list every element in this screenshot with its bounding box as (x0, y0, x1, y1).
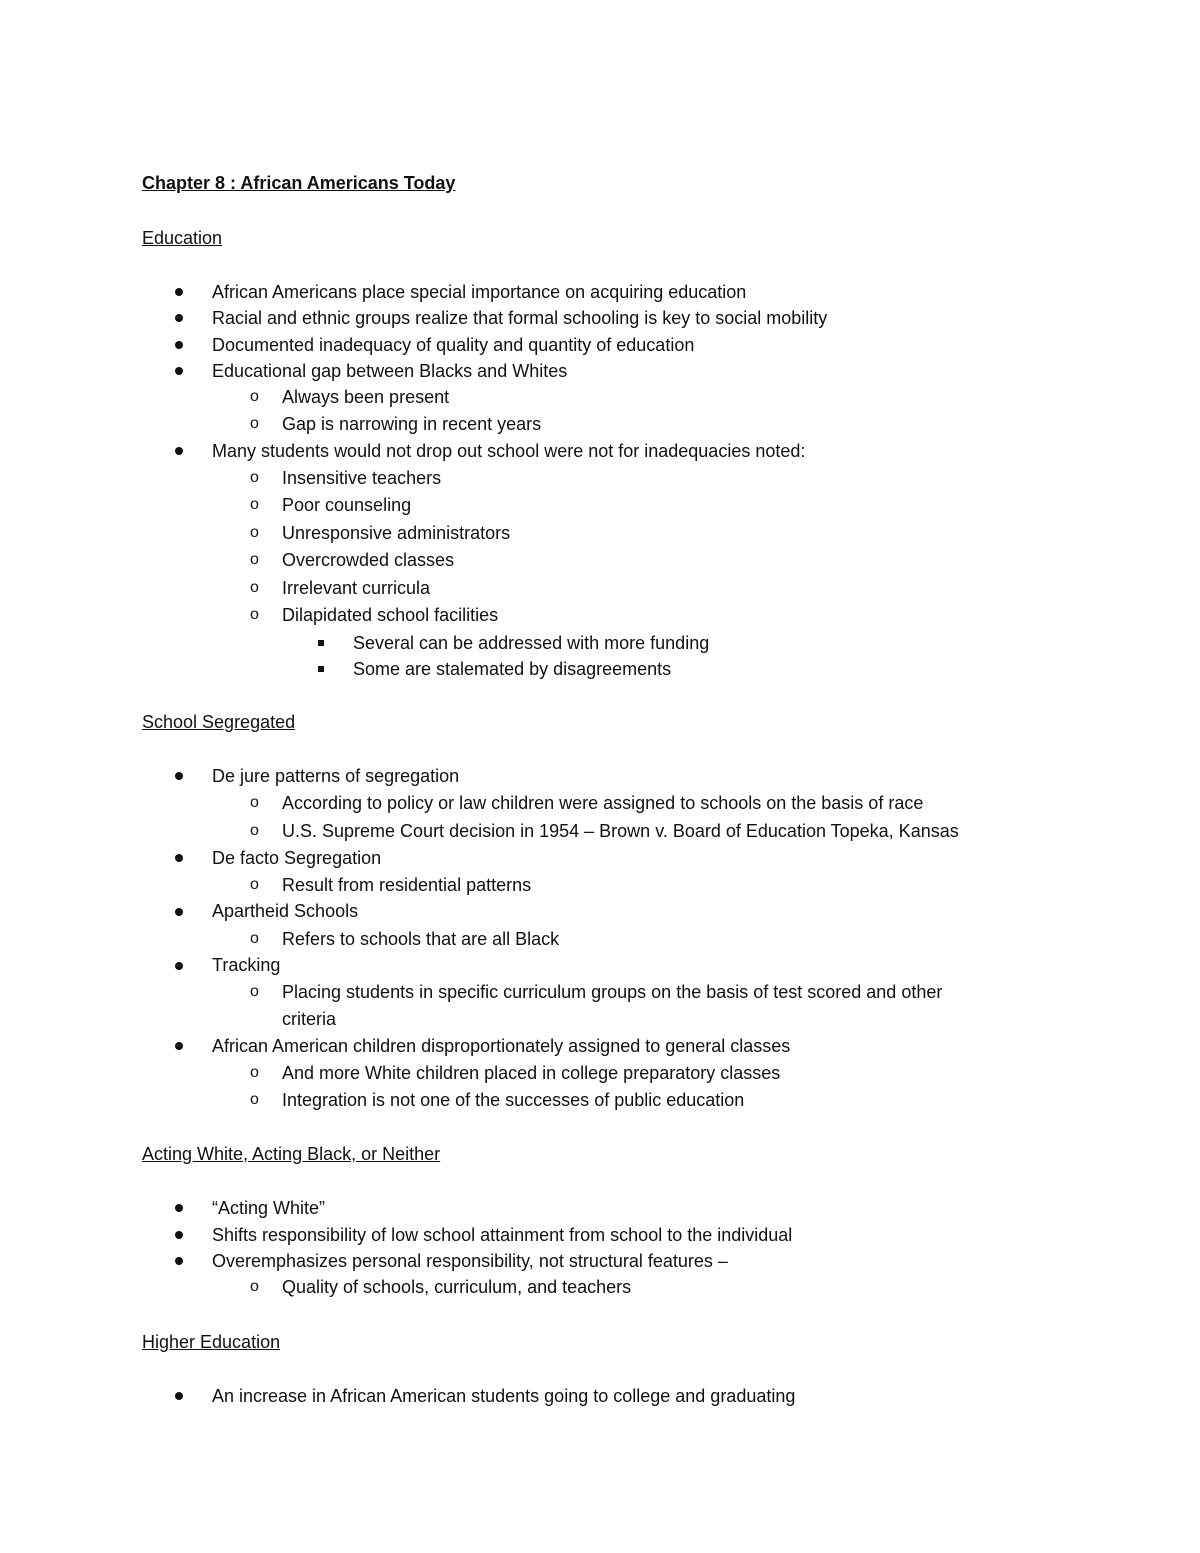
circle-bullet-icon: o (250, 388, 259, 405)
circle-bullet-icon: o (250, 551, 259, 568)
circle-bullet-icon: o (250, 930, 259, 947)
list-item: Dilapidated school facilities (282, 605, 499, 625)
section-heading-higher-education: Higher Education (142, 1332, 281, 1352)
bullet-icon (175, 908, 183, 916)
list-item: African Americans place special importance on acquiring education (212, 282, 747, 302)
list-item: Quality of schools, curriculum, and teachers (282, 1277, 632, 1297)
circle-bullet-icon: o (250, 606, 259, 623)
list-item: Some are stalemated by disagreements (353, 659, 672, 679)
list-item: Overemphasizes personal responsibility, not structural features – (212, 1251, 728, 1271)
circle-bullet-icon: o (250, 415, 259, 432)
section-heading-education: Education (142, 228, 223, 248)
square-bullet-icon (318, 666, 324, 672)
list-item: Several can be addressed with more funding (353, 633, 710, 653)
section-heading-acting-white: Acting White, Acting Black, or Neither (142, 1144, 441, 1164)
list-item: Poor counseling (282, 495, 412, 515)
circle-bullet-icon: o (250, 1064, 259, 1081)
list-item: Tracking (212, 955, 281, 975)
circle-bullet-icon: o (250, 1091, 259, 1108)
circle-bullet-icon: o (250, 822, 259, 839)
page-title: Chapter 8 : African Americans Today (142, 173, 456, 193)
bullet-icon (175, 341, 183, 349)
circle-bullet-icon: o (250, 579, 259, 596)
circle-bullet-icon: o (250, 496, 259, 513)
bullet-icon (175, 1257, 183, 1265)
bullet-icon (175, 854, 183, 862)
list-item: Integration is not one of the successes of public education (282, 1090, 745, 1110)
bullet-icon (175, 314, 183, 322)
list-item: Apartheid Schools (212, 901, 359, 921)
section-heading-school-segregated: School Segregated (142, 712, 296, 732)
list-item: U.S. Supreme Court decision in 1954 – Brown v. Board of Education Topeka, Kansas (282, 821, 959, 841)
bullet-icon (175, 1042, 183, 1050)
bullet-icon (175, 367, 183, 375)
bullet-icon (175, 447, 183, 455)
circle-bullet-icon: o (250, 1278, 259, 1295)
list-item: Insensitive teachers (282, 468, 442, 488)
circle-bullet-icon: o (250, 524, 259, 541)
bullet-icon (175, 1204, 183, 1212)
list-item: African American children disproportionately assigned to general classes (212, 1036, 791, 1056)
list-item: Many students would not drop out school were not for inadequacies noted: (212, 441, 806, 461)
bullet-icon (175, 962, 183, 970)
square-bullet-icon (318, 640, 324, 646)
list-item: Gap is narrowing in recent years (282, 414, 542, 434)
list-item: Overcrowded classes (282, 550, 455, 570)
list-item: And more White children placed in college preparatory classes (282, 1063, 781, 1083)
list-item: “Acting White” (212, 1198, 326, 1218)
circle-bullet-icon: o (250, 983, 259, 1000)
list-item: De facto Segregation (212, 848, 382, 868)
list-item: Placing students in specific curriculum groups on the basis of test scored and other (282, 982, 943, 1002)
list-item-continued: criteria (282, 1009, 337, 1029)
bullet-icon (175, 288, 183, 296)
bullet-icon (175, 1231, 183, 1239)
bullet-icon (175, 1392, 183, 1400)
list-item: Unresponsive administrators (282, 523, 511, 543)
list-item: Racial and ethnic groups realize that formal schooling is key to social mobility (212, 308, 828, 328)
circle-bullet-icon: o (250, 876, 259, 893)
list-item: An increase in African American students going to college and graduating (212, 1386, 796, 1406)
bullet-icon (175, 772, 183, 780)
circle-bullet-icon: o (250, 469, 259, 486)
list-item: Irrelevant curricula (282, 578, 431, 598)
list-item: Educational gap between Blacks and Whites (212, 361, 568, 381)
circle-bullet-icon: o (250, 794, 259, 811)
list-item: Result from residential patterns (282, 875, 532, 895)
list-item: De jure patterns of segregation (212, 766, 460, 786)
list-item: Refers to schools that are all Black (282, 929, 560, 949)
list-item: According to policy or law children were assigned to schools on the basis of race (282, 793, 924, 813)
list-item: Documented inadequacy of quality and quantity of education (212, 335, 695, 355)
list-item: Always been present (282, 387, 450, 407)
list-item: Shifts responsibility of low school attainment from school to the individual (212, 1225, 793, 1245)
